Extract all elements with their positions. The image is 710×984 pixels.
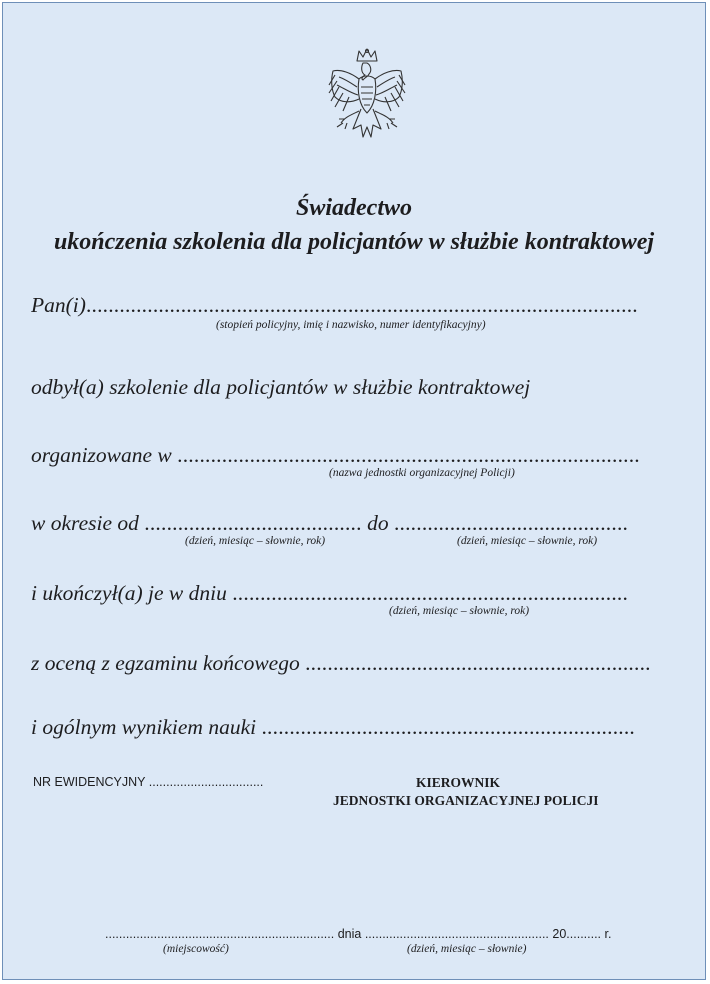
signatory-unit: JEDNOSTKI ORGANIZACYJNEJ POLICJI (333, 793, 599, 808)
period-to-dots: .......................................... (393, 511, 629, 535)
place-dots: .................................................................. (105, 927, 335, 941)
name-field-dots: ................................................................................................... (85, 293, 638, 317)
completion-date-label: i ukończył(a) je w dniu (31, 581, 227, 605)
completion-date-dots: ....................................................................... (232, 581, 629, 605)
date-hint: (dzień, miesiąc – słownie) (407, 943, 527, 955)
name-field-label: Pan(i) (31, 293, 86, 317)
registry-number (33, 775, 263, 789)
overall-result-label: i ogólnym wynikiem nauki (31, 715, 257, 739)
completion-date-hint: (dzień, miesiąc – słownie, rok) (389, 605, 530, 617)
exam-grade-line (31, 651, 663, 676)
eagle-emblem-icon (321, 47, 413, 145)
period-from-label: w okresie od (31, 511, 139, 535)
organizer-field-dots: ................................................................................... (177, 443, 640, 467)
period-field-line (31, 511, 663, 536)
organizer-field-hint: (nazwa jednostki organizacyjnej Policji) (329, 467, 515, 479)
date-label: dnia (337, 927, 362, 941)
period-from-dots: ....................................... (144, 511, 362, 535)
overall-result-line (31, 715, 663, 740)
year-suffix: r. (604, 927, 612, 941)
completed-training-text: odbył(a) szkolenie dla policjantów w służbie kontraktowej (31, 375, 531, 399)
period-to-label: do (367, 511, 389, 535)
place-date-line (105, 927, 611, 941)
period-from-hint: (dzień, miesiąc – słownie, rok) (185, 535, 326, 547)
place-hint: (miejscowość) (163, 943, 229, 955)
signatory-title: KIEROWNIK (415, 775, 500, 790)
exam-grade-dots: .............................................................. (305, 651, 651, 675)
name-field-hint: (stopień policyjny, imię i nazwisko, numer identyfikacyjny) (216, 319, 486, 331)
year-prefix: 20 (552, 927, 567, 941)
organizer-field-line (31, 443, 663, 468)
exam-grade-label: z oceną z egzaminu końcowego (31, 651, 300, 675)
certificate-subtitle: ukończenia szkolenia dla policjantów w służbie kontraktowej (53, 229, 655, 255)
organizer-field-label: organizowane w (31, 443, 172, 467)
completion-date-line (31, 581, 663, 606)
registry-number-dots: ................................. (148, 775, 264, 789)
overall-result-dots: ................................................................... (261, 715, 636, 739)
date-dots: ..................................................... (364, 927, 549, 941)
name-field-line (31, 293, 663, 318)
period-to-hint: (dzień, miesiąc – słownie, rok) (457, 535, 598, 547)
certificate-title: Świadectwo (295, 195, 412, 221)
certificate-page (2, 2, 706, 980)
registry-number-label: NR EWIDENCYJNY (33, 775, 146, 789)
year-dots: .......... (566, 927, 602, 941)
